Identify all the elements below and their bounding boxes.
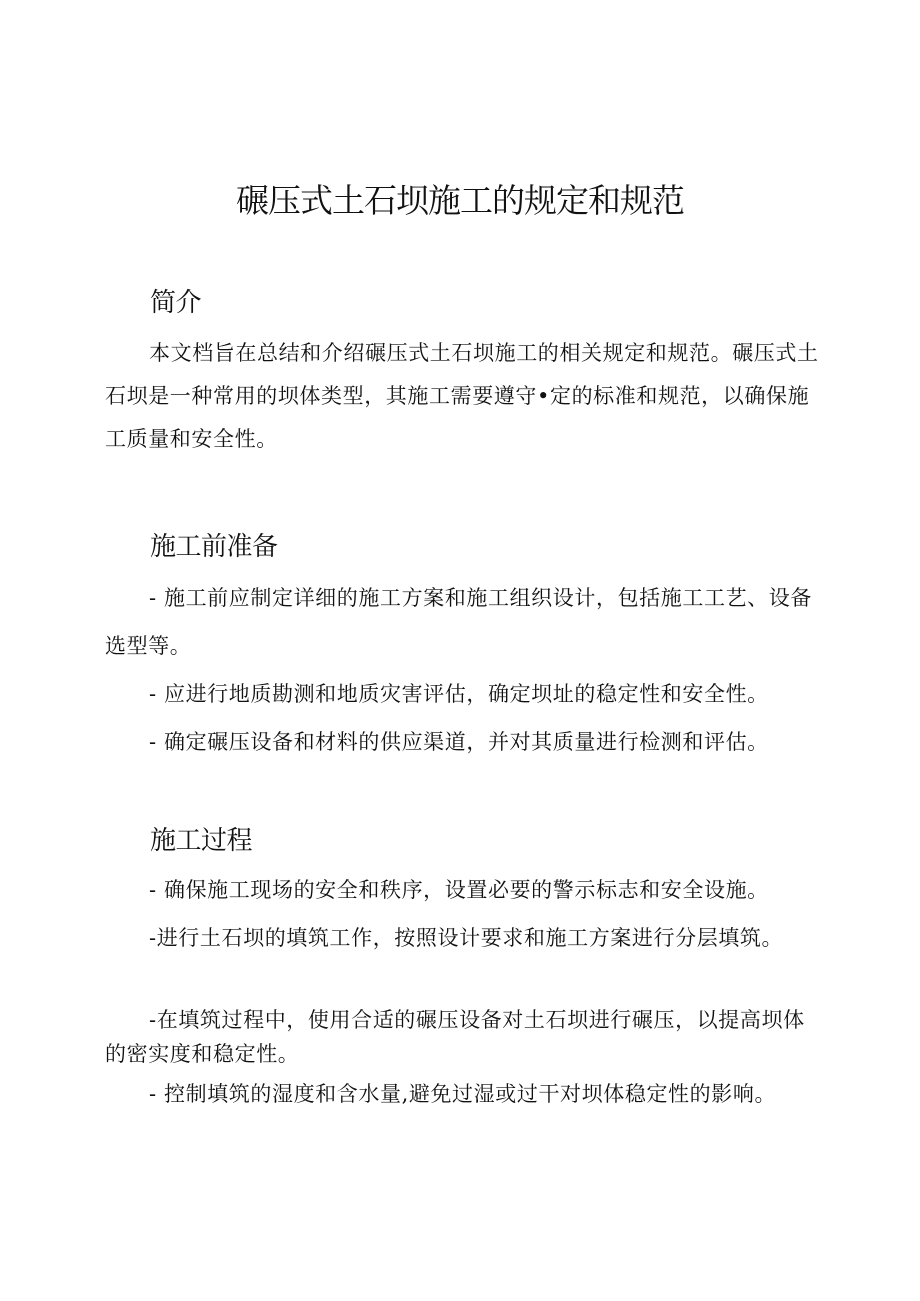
list-item: - 确定碾压设备和材料的供应渠道，并对其质量进行检测和评估。 <box>149 730 769 754</box>
list-item: -在填筑过程中，使用合适的碾压设备对土石坝进行碾压，以提高坝体的密实度和稳定性。 <box>105 1008 805 1066</box>
section-heading-intro: 简介 <box>150 288 202 318</box>
list-item: - 确保施工现场的安全和秩序，设置必要的警示标志和安全设施。 <box>149 878 769 902</box>
list-item: - 施工前应制定详细的施工方案和施工组织设计，包括施工工艺、设备选型等。 <box>105 586 812 658</box>
list-item: - 应进行地质勘测和地质灾害评估，确定坝址的稳定性和安全性。 <box>149 682 769 706</box>
list-item: -进行土石坝的填筑工作，按照设计要求和施工方案进行分层填筑。 <box>149 926 784 950</box>
document-title: 碾压式土石坝施工的规定和规范 <box>236 181 684 220</box>
section-heading-process: 施工过程 <box>150 826 253 856</box>
intro-paragraph: 本文档旨在总结和介绍碾压式土石坝施工的相关规定和规范。碾压式土石坝是一种常用的坝体类型，其施工需要遵守•定的标准和规范，以确保施工质量和安全性。 <box>105 341 819 451</box>
section-heading-preparation: 施工前准备 <box>150 532 278 562</box>
list-item: - 控制填筑的湿度和含水量,避免过湿或过干对坝体稳定性的影响。 <box>149 1082 777 1106</box>
